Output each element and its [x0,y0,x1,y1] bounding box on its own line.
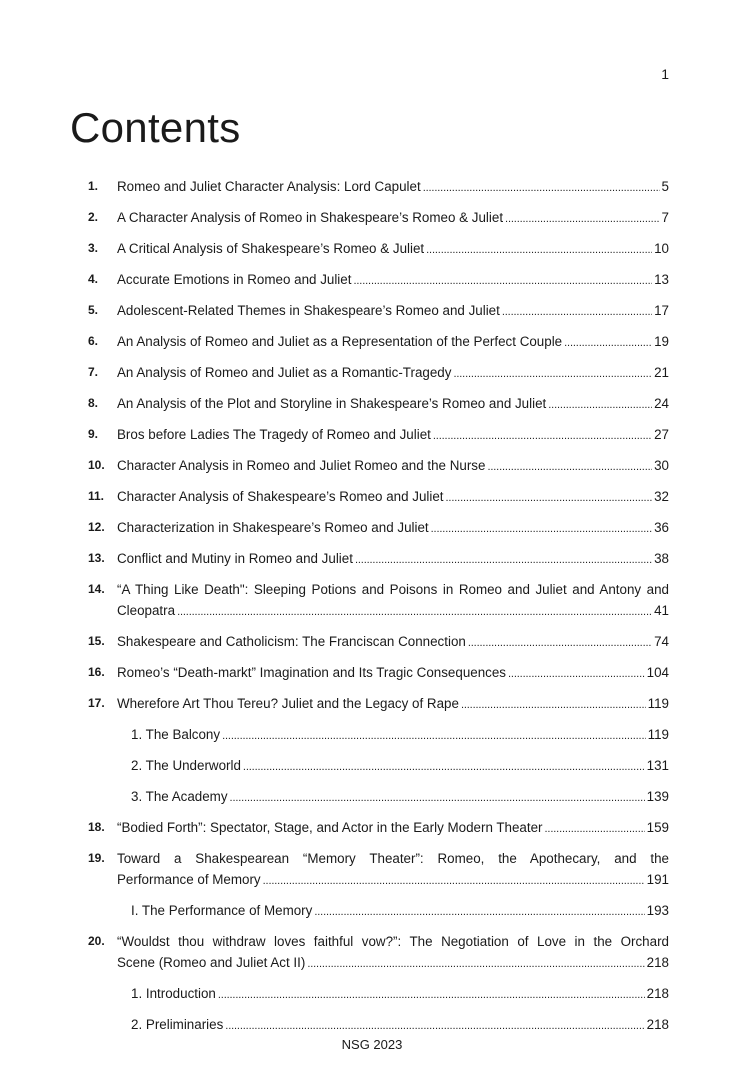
dot-leader [446,486,653,509]
toc-entry-page: 21 [654,365,669,380]
dot-leader [218,983,645,1006]
toc-entry-page: 193 [646,903,669,918]
dot-leader [243,755,645,778]
toc-entry-title: An Analysis of the Plot and Storyline in Shakespeare’s Romeo and Juliet [117,396,547,411]
toc-entry-number: 17. [88,696,105,710]
toc-entry-number: 9. [88,427,99,441]
toc-entry[interactable] [88,631,669,654]
toc-entry-number: 8. [88,396,99,410]
toc-entry-page: 38 [654,551,669,566]
toc-entry-page: 131 [646,758,669,773]
toc-entry[interactable] [88,517,669,540]
dot-leader [453,362,652,385]
dot-leader [487,455,652,478]
toc-subentry[interactable] [88,724,669,747]
toc-entry-title: 2. The Underworld [131,758,241,773]
toc-entry[interactable] [88,662,669,685]
toc-entry-page: 119 [647,727,669,742]
toc-entry-page: 19 [654,334,669,349]
toc-entry-number: 12. [88,520,105,534]
toc-entry-title-line2: Performance of Memory [117,872,261,887]
toc-entry-title-line1: “A Thing Like Death": Sleeping Potions and Poisons in Romeo and Juliet and Antony and [117,582,669,597]
toc-entry-title-line1: “Wouldst thou withdraw loves faithful vow?”: The Negotiation of Love in the Orchard [117,934,669,949]
dot-leader [468,631,652,654]
toc-entry-page: 27 [654,427,669,442]
toc-entry-title: “Bodied Forth”: Spectator, Stage, and Actor in the Early Modern Theater [117,820,543,835]
toc-entry[interactable] [88,848,669,892]
dot-leader [433,424,652,447]
dot-leader [225,1014,644,1037]
table-of-contents [88,176,669,1045]
dot-leader [431,517,652,540]
toc-entry-number: 11. [88,489,105,503]
toc-entry-title-line2: Cleopatra [117,603,176,618]
toc-entry-page: 218 [646,955,669,970]
toc-entry-page: 159 [646,820,669,835]
toc-entry-page: 74 [654,634,669,649]
dot-leader [508,662,645,685]
toc-entry-page: 5 [661,179,669,194]
toc-entry-number: 6. [88,334,99,348]
dot-leader [545,817,645,840]
toc-entry[interactable] [88,331,669,354]
toc-entry-number: 18. [88,820,105,834]
toc-entry-title: Shakespeare and Catholicism: The Franciscan Connection [117,634,466,649]
toc-entry[interactable] [88,931,669,975]
toc-entry-title: Romeo and Juliet Character Analysis: Lord Capulet [117,179,421,194]
toc-entry-page: 32 [654,489,669,504]
toc-entry-number: 16. [88,665,105,679]
page-title: Contents [70,104,241,151]
toc-entry-page: 10 [654,241,669,256]
toc-entry-title: Romeo’s “Death-markt” Imagination and Its Tragic Consequences [117,665,507,680]
toc-entry-page: 30 [654,458,669,473]
toc-entry-number: 13. [88,551,105,565]
toc-entry-number: 3. [88,241,99,255]
dot-leader [505,207,660,230]
toc-entry[interactable] [88,269,669,292]
toc-entry-title: I. The Performance of Memory [131,903,313,918]
toc-entry-title: Bros before Ladies The Tragedy of Romeo and Juliet [117,427,431,442]
toc-entry-title-line2: Scene (Romeo and Juliet Act II) [117,955,306,970]
dot-leader [564,331,652,354]
toc-entry-title: An Analysis of Romeo and Juliet as a Representation of the Perfect Couple [117,334,563,349]
toc-entry[interactable] [88,238,669,261]
toc-entry-title: An Analysis of Romeo and Juliet as a Romantic-Tragedy [117,365,452,380]
toc-subentry[interactable] [88,786,669,809]
toc-entry-title: Wherefore Art Thou Tereu? Juliet and the Legacy of Rape [117,696,459,711]
toc-entry-page: 104 [646,665,669,680]
toc-entry-title: Character Analysis in Romeo and Juliet Romeo and the Nurse [117,458,486,473]
toc-entry-number: 1. [88,179,99,193]
toc-subentry[interactable] [88,1014,669,1037]
toc-subentry[interactable] [88,755,669,778]
toc-entry-title: 1. Introduction [131,986,216,1001]
dot-leader [423,176,660,199]
toc-entry-title-line1: Toward a Shakespearean “Memory Theater”: Romeo, the Apothecary, and the [117,851,669,866]
dot-leader [177,600,652,623]
toc-entry-page: 41 [654,603,669,618]
page-number: 1 [661,66,669,82]
toc-entry[interactable] [88,207,669,230]
toc-entry-number: 15. [88,634,105,648]
toc-entry-title: A Character Analysis of Romeo in Shakespeare’s Romeo & Juliet [117,210,504,225]
toc-entry-title: Characterization in Shakespeare’s Romeo and Juliet [117,520,429,535]
toc-entry[interactable] [88,817,669,840]
dot-leader [353,269,652,292]
toc-entry[interactable] [88,362,669,385]
toc-entry[interactable] [88,455,669,478]
dot-leader [230,786,645,809]
dot-leader [314,900,644,923]
toc-entry-title: Character Analysis of Shakespeare’s Romeo and Juliet [117,489,444,504]
dot-leader [426,238,652,261]
toc-entry-title: 3. The Academy [131,789,228,804]
toc-entry[interactable] [88,486,669,509]
toc-entry-number: 2. [88,210,99,224]
toc-entry-page: 7 [661,210,669,225]
toc-entry-number: 14. [88,582,105,596]
toc-entry-page: 218 [646,986,669,1001]
toc-entry[interactable] [88,548,669,571]
dot-leader [263,869,645,892]
dot-leader [355,548,652,571]
toc-entry-title: A Critical Analysis of Shakespeare’s Romeo & Juliet [117,241,425,256]
toc-entry-page: 13 [654,272,669,287]
toc-entry[interactable] [88,693,669,716]
toc-entry-page: 36 [654,520,669,535]
toc-entry-page: 119 [647,696,669,711]
toc-entry-title: Adolescent-Related Themes in Shakespeare’s Romeo and Juliet [117,303,500,318]
dot-leader [461,693,646,716]
toc-entry-number: 19. [88,851,105,865]
toc-entry-title: 1. The Balcony [131,727,221,742]
toc-subentry[interactable] [88,900,669,923]
dot-leader [222,724,646,747]
toc-entry-number: 20. [88,934,105,948]
dot-leader [307,952,644,975]
toc-entry[interactable] [88,176,669,199]
footer-text: NSG 2023 [341,1037,403,1052]
toc-entry[interactable] [88,300,669,323]
dot-leader [502,300,652,323]
toc-entry[interactable] [88,579,669,623]
dot-leader [548,393,652,416]
toc-entry-number: 10. [88,458,105,472]
toc-entry-page: 218 [646,1017,669,1032]
toc-entry-page: 191 [646,872,669,887]
toc-entry-page: 139 [646,789,669,804]
toc-entry-number: 4. [88,272,99,286]
toc-entry-page: 17 [654,303,669,318]
toc-entry-page: 24 [654,396,669,411]
toc-entry[interactable] [88,393,669,416]
toc-entry-title: Accurate Emotions in Romeo and Juliet [117,272,352,287]
toc-entry[interactable] [88,424,669,447]
toc-entry-number: 7. [88,365,99,379]
toc-entry-title: Conflict and Mutiny in Romeo and Juliet [117,551,353,566]
toc-entry-number: 5. [88,303,99,317]
toc-subentry[interactable] [88,983,669,1006]
toc-entry-title: 2. Preliminaries [131,1017,224,1032]
